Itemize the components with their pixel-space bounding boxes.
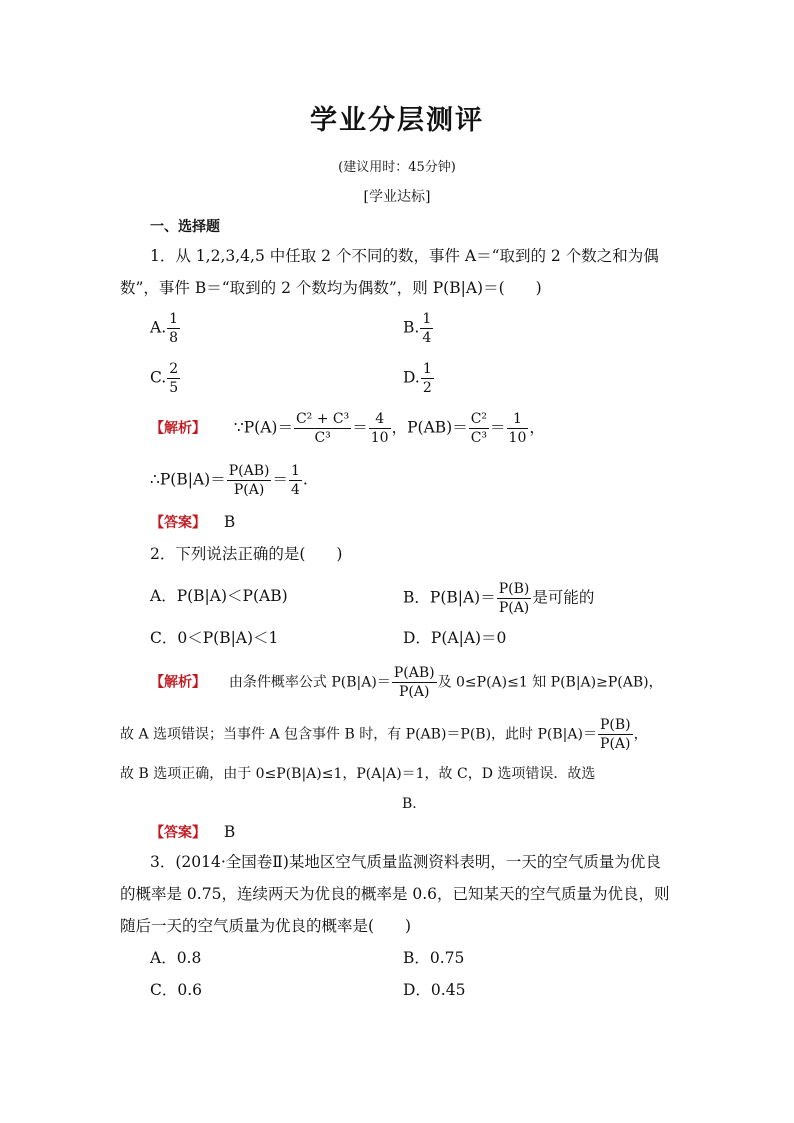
denominator: P(A) [498, 600, 530, 616]
level-heading: [学业达标] [363, 189, 431, 205]
numerator: P(AB) [393, 665, 435, 681]
solution-text: 故 A 选项错误；当事件 A 包含事件 B 时，有 P(AB)＝P(B)，此时 P(B|A)＝ [120, 726, 597, 743]
option-text: B．P(B|A)＝ [403, 588, 496, 607]
solution-text: 由条件概率公式 P(B|A)＝ [228, 674, 391, 691]
denominator: 10 [508, 430, 527, 446]
numerator: 1 [422, 311, 432, 327]
q2-analysis-line1 [150, 664, 663, 701]
option-label: D. [403, 368, 420, 387]
denominator: 5 [169, 380, 179, 396]
equals-sign: ＝ [352, 418, 368, 437]
fraction [392, 664, 437, 701]
equals-sign: ＝ [272, 470, 288, 489]
q3-stem-line1: 3．(2014·全国卷Ⅱ)某地区空气质量监测资料表明，一天的空气质量为优良 [150, 853, 661, 871]
analysis-tag: 【解析】 [150, 674, 206, 691]
q3-option-c: C．0.6 [150, 981, 203, 999]
solution-text: . [302, 470, 308, 489]
fraction [167, 310, 180, 347]
q1-analysis-line1 [150, 410, 545, 447]
q1-stem-line2: 数”，事件 B＝“取到的 2 个数均为偶数”，则 P(B|A)＝( ) [120, 279, 542, 297]
numerator: 1 [290, 463, 300, 479]
fraction [469, 410, 489, 447]
numerator: C² + C³ [295, 411, 350, 427]
denominator: 8 [169, 330, 179, 346]
fraction [420, 310, 433, 347]
denominator: 2 [422, 380, 432, 396]
fraction [598, 716, 633, 753]
q1-answer [150, 506, 235, 539]
option-label: C. [150, 368, 167, 387]
analysis-tag: 【解析】 [150, 420, 206, 437]
equals-sign: ＝ [490, 418, 506, 437]
solution-text: ∵P(A)＝ [233, 418, 293, 437]
q2-analysis-line2 [120, 716, 648, 753]
q2-stem: 2．下列说法正确的是( ) [150, 545, 343, 563]
q1-stem-line1: 1．从 1,2,3,4,5 中任取 2 个不同的数，事件 A＝“取到的 2 个数之和为偶 [150, 247, 659, 265]
answer-value: B [223, 513, 236, 531]
q2-option-d: D．P(A|A)＝0 [403, 629, 507, 647]
solution-text: ，P(AB)＝ [391, 418, 468, 437]
option-label: B. [403, 318, 420, 337]
q2-analysis-line3: 故 B 选项正确，由于 0≤P(B|A)≤1，P(A|A)＝1，故 C，D 选项错误．故选 [120, 766, 596, 782]
numerator: C² [470, 411, 488, 427]
denominator: 10 [370, 430, 389, 446]
solution-text: ， [633, 726, 648, 743]
solution-text: 及 0≤P(A)≤1 知 P(B|A)≥P(AB)， [437, 674, 663, 691]
option-text: 是可能的 [532, 588, 595, 607]
q1-analysis-line2 [150, 462, 308, 499]
solution-text: ∴P(B|A)＝ [150, 470, 226, 489]
q2-option-b [403, 580, 594, 617]
denominator: P(A) [398, 684, 430, 700]
numerator: P(B) [599, 717, 631, 733]
denominator: C³ [470, 430, 488, 446]
denominator: C³ [314, 430, 331, 446]
q1-option-a [150, 310, 181, 347]
denominator: 4 [290, 482, 300, 498]
fraction [227, 462, 272, 499]
numerator: P(B) [498, 581, 530, 597]
solution-text: ， [529, 418, 545, 437]
q2-analysis-line4: B. [402, 796, 417, 812]
q3-option-d: D．0.45 [403, 981, 466, 999]
fraction [167, 360, 180, 397]
option-label: A. [150, 318, 167, 337]
q1-option-c [150, 360, 181, 397]
answer-tag: 【答案】 [150, 515, 206, 531]
answer-tag: 【答案】 [150, 825, 206, 841]
q2-option-a: A．P(B|A)＜P(AB) [150, 587, 288, 605]
fraction [369, 410, 391, 447]
numerator: 1 [169, 311, 179, 327]
denominator: P(A) [600, 736, 631, 752]
q1-option-b [403, 310, 434, 347]
numerator: 2 [169, 361, 179, 377]
section-heading: 一、选择题 [150, 219, 220, 235]
page-title: 学业分层测评 [310, 105, 484, 136]
q3-stem-line3: 随后一天的空气质量为优良的概率是( ) [120, 917, 412, 935]
answer-value: B [223, 823, 236, 841]
fraction [421, 360, 434, 397]
numerator: 1 [422, 361, 432, 377]
q3-stem-line2: 的概率是 0.75，连续两天为优良的概率是 0.6，已知某天的空气质量为优良，则 [120, 885, 670, 903]
fraction [289, 462, 302, 499]
q2-answer [150, 816, 235, 849]
fraction [497, 580, 532, 617]
numerator: 4 [369, 410, 391, 429]
q3-option-a: A．0.8 [150, 949, 202, 967]
time-suggestion: (建议用时：45分钟) [338, 160, 456, 175]
fraction [507, 410, 529, 447]
numerator: P(AB) [228, 463, 270, 479]
denominator: P(A) [233, 482, 265, 498]
numerator: 1 [507, 410, 529, 429]
q2-option-c: C．0＜P(B|A)＜1 [150, 629, 279, 647]
q1-option-d [403, 360, 435, 397]
q3-option-b: B．0.75 [403, 949, 465, 967]
denominator: 4 [422, 330, 432, 346]
fraction [294, 410, 351, 447]
